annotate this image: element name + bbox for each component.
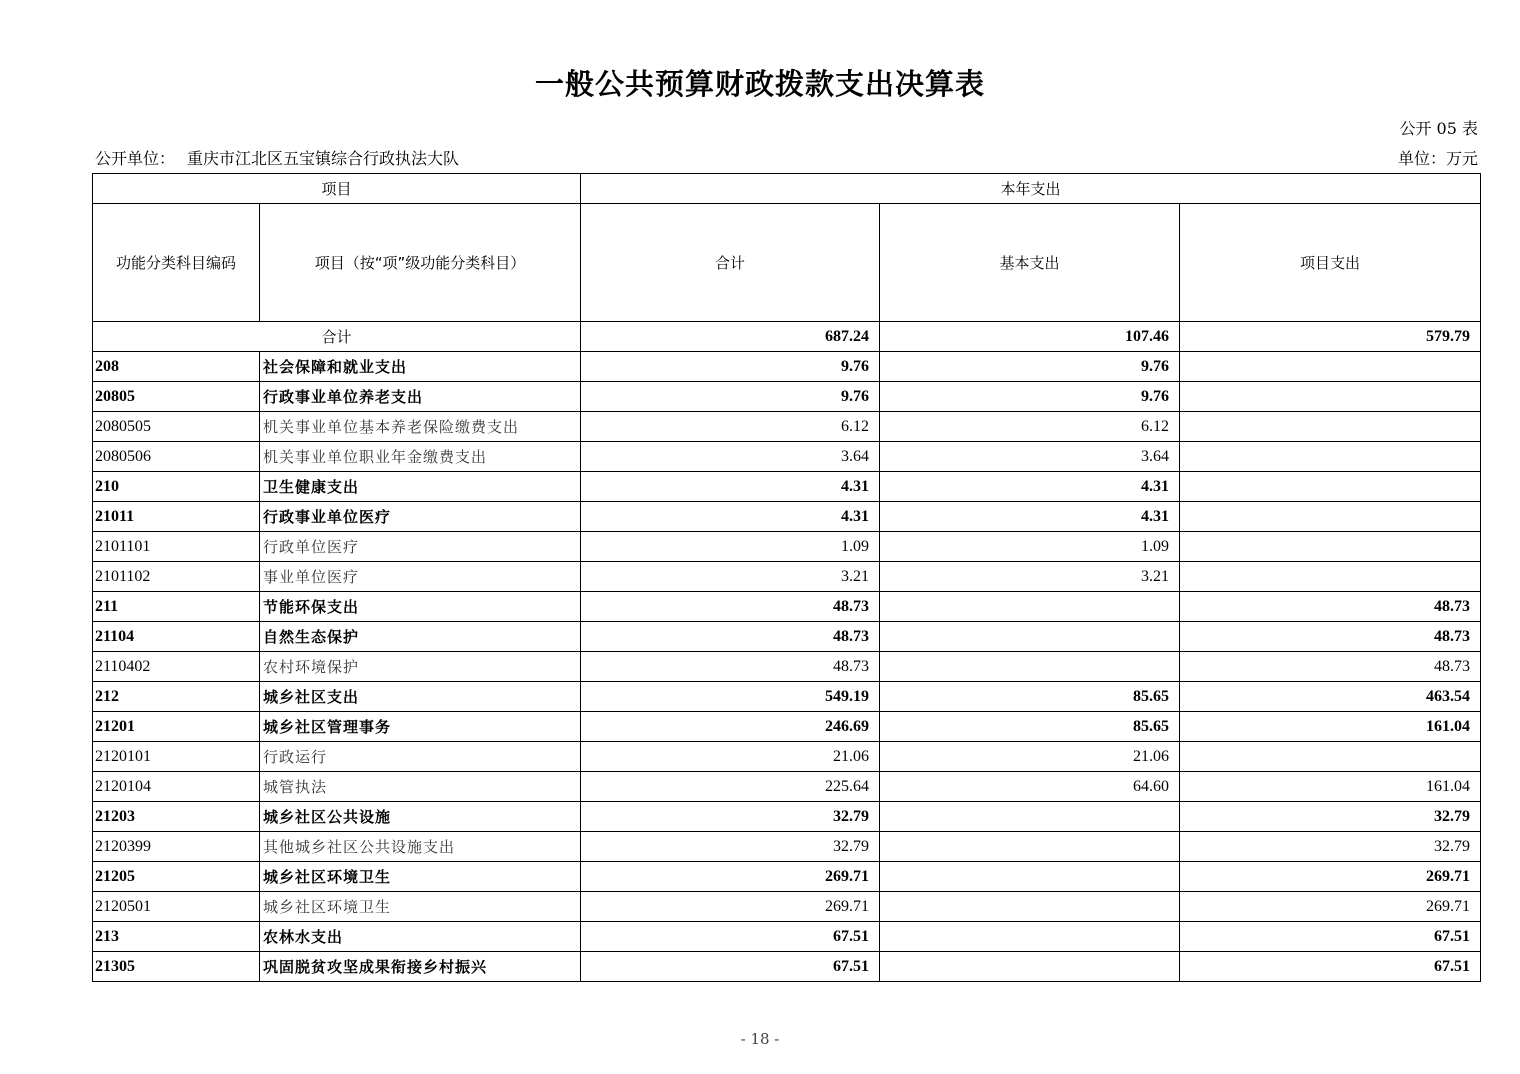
total-project: 579.79 (1180, 322, 1481, 352)
basic-cell: 21.06 (880, 742, 1180, 772)
unit-row (95, 146, 1478, 169)
table-row (93, 652, 1481, 682)
table-row (93, 532, 1481, 562)
code-cell: 21305 (93, 952, 260, 982)
project-cell (1180, 412, 1481, 442)
basic-cell (880, 592, 1180, 622)
basic-cell (880, 802, 1180, 832)
code-cell: 2120501 (93, 892, 260, 922)
table-row (93, 922, 1481, 952)
code-cell: 21201 (93, 712, 260, 742)
table-row (93, 772, 1481, 802)
table-row (93, 832, 1481, 862)
total-cell: 6.12 (581, 412, 880, 442)
basic-cell: 64.60 (880, 772, 1180, 802)
project-cell (1180, 472, 1481, 502)
total-cell: 225.64 (581, 772, 880, 802)
total-cell: 269.71 (581, 862, 880, 892)
code-cell: 2120399 (93, 832, 260, 862)
basic-cell: 3.64 (880, 442, 1180, 472)
project-cell (1180, 502, 1481, 532)
table-row (93, 682, 1481, 712)
name-cell: 事业单位医疗 (260, 562, 581, 592)
code-cell: 21011 (93, 502, 260, 532)
document-title: 一般公共预算财政拨款支出决算表 (534, 67, 985, 101)
table-row (93, 802, 1481, 832)
project-cell: 32.79 (1180, 802, 1481, 832)
total-cell: 9.76 (581, 352, 880, 382)
project-cell: 67.51 (1180, 922, 1481, 952)
project-cell: 161.04 (1180, 772, 1481, 802)
basic-cell (880, 832, 1180, 862)
basic-cell: 6.12 (880, 412, 1180, 442)
total-cell: 3.21 (581, 562, 880, 592)
code-cell: 20805 (93, 382, 260, 412)
name-cell: 节能环保支出 (260, 592, 581, 622)
code-cell: 213 (93, 922, 260, 952)
organization (95, 146, 459, 169)
table-row (93, 712, 1481, 742)
table-row (93, 472, 1481, 502)
basic-cell (880, 862, 1180, 892)
total-row (93, 322, 1481, 352)
table-row (93, 862, 1481, 892)
basic-cell (880, 922, 1180, 952)
total-cell: 9.76 (581, 382, 880, 412)
project-cell: 48.73 (1180, 622, 1481, 652)
basic-cell: 85.65 (880, 682, 1180, 712)
name-cell: 卫生健康支出 (260, 472, 581, 502)
basic-cell (880, 952, 1180, 982)
name-cell: 机关事业单位基本养老保险缴费支出 (260, 412, 581, 442)
total-basic: 107.46 (880, 322, 1180, 352)
name-cell: 社会保障和就业支出 (260, 352, 581, 382)
basic-cell: 9.76 (880, 382, 1180, 412)
expenditure-table (92, 173, 1481, 982)
organization-name: 重庆市江北区五宝镇综合行政执法大队 (187, 149, 460, 168)
page-number: - 18 - (740, 1030, 780, 1048)
table-row (93, 442, 1481, 472)
basic-cell: 85.65 (880, 712, 1180, 742)
currency-unit: 单位：万元 (1397, 149, 1478, 168)
header-row-group (93, 174, 1481, 204)
total-cell: 4.31 (581, 502, 880, 532)
header-item-group: 项目 (93, 174, 581, 204)
project-cell: 48.73 (1180, 592, 1481, 622)
total-cell: 48.73 (581, 592, 880, 622)
name-cell: 城乡社区环境卫生 (260, 862, 581, 892)
name-cell: 行政事业单位医疗 (260, 502, 581, 532)
code-cell: 2110402 (93, 652, 260, 682)
project-cell: 67.51 (1180, 952, 1481, 982)
basic-cell: 3.21 (880, 562, 1180, 592)
project-cell: 48.73 (1180, 652, 1481, 682)
code-cell: 211 (93, 592, 260, 622)
header-expense-group: 本年支出 (581, 174, 1481, 204)
table-row (93, 412, 1481, 442)
table-row (93, 352, 1481, 382)
code-cell: 2080505 (93, 412, 260, 442)
total-cell: 1.09 (581, 532, 880, 562)
project-cell (1180, 382, 1481, 412)
name-cell: 行政事业单位养老支出 (260, 382, 581, 412)
basic-cell: 4.31 (880, 502, 1180, 532)
total-cell: 48.73 (581, 622, 880, 652)
project-cell: 463.54 (1180, 682, 1481, 712)
table-row (93, 592, 1481, 622)
code-cell: 2101101 (93, 532, 260, 562)
basic-cell: 9.76 (880, 352, 1180, 382)
project-cell: 269.71 (1180, 892, 1481, 922)
basic-cell: 4.31 (880, 472, 1180, 502)
header-project: 项目支出 (1180, 204, 1481, 322)
total-cell: 246.69 (581, 712, 880, 742)
header-row-columns (93, 204, 1481, 322)
project-cell: 32.79 (1180, 832, 1481, 862)
table-row (93, 502, 1481, 532)
name-cell: 城乡社区管理事务 (260, 712, 581, 742)
name-cell: 巩固脱贫攻坚成果衔接乡村振兴 (260, 952, 581, 982)
name-cell: 城乡社区公共设施 (260, 802, 581, 832)
name-cell: 城管执法 (260, 772, 581, 802)
name-cell: 行政运行 (260, 742, 581, 772)
table-row (93, 562, 1481, 592)
name-cell: 自然生态保护 (260, 622, 581, 652)
total-cell: 32.79 (581, 802, 880, 832)
code-cell: 21203 (93, 802, 260, 832)
name-cell: 城乡社区支出 (260, 682, 581, 712)
header-code: 功能分类科目编码 (93, 204, 260, 322)
header-name: 项目（按“项”级功能分类科目） (260, 204, 581, 322)
total-cell: 67.51 (581, 922, 880, 952)
total-cell: 3.64 (581, 442, 880, 472)
name-cell: 机关事业单位职业年金缴费支出 (260, 442, 581, 472)
basic-cell: 1.09 (880, 532, 1180, 562)
code-cell: 21205 (93, 862, 260, 892)
code-cell: 2120104 (93, 772, 260, 802)
total-cell: 32.79 (581, 832, 880, 862)
table-row (93, 382, 1481, 412)
name-cell: 其他城乡社区公共设施支出 (260, 832, 581, 862)
project-cell: 161.04 (1180, 712, 1481, 742)
project-cell (1180, 352, 1481, 382)
organization-label: 公开单位： (95, 149, 176, 168)
form-number: 公开 05 表 (1399, 119, 1478, 138)
total-sum: 687.24 (581, 322, 880, 352)
code-cell: 210 (93, 472, 260, 502)
basic-cell (880, 892, 1180, 922)
project-cell: 269.71 (1180, 862, 1481, 892)
code-cell: 212 (93, 682, 260, 712)
basic-cell (880, 652, 1180, 682)
name-cell: 城乡社区环境卫生 (260, 892, 581, 922)
header-basic: 基本支出 (880, 204, 1180, 322)
project-cell (1180, 562, 1481, 592)
table-row (93, 622, 1481, 652)
name-cell: 农林水支出 (260, 922, 581, 952)
project-cell (1180, 532, 1481, 562)
total-cell: 21.06 (581, 742, 880, 772)
table-row (93, 742, 1481, 772)
total-cell: 269.71 (581, 892, 880, 922)
code-cell: 2101102 (93, 562, 260, 592)
table-row (93, 952, 1481, 982)
name-cell: 农村环境保护 (260, 652, 581, 682)
project-cell (1180, 742, 1481, 772)
code-cell: 21104 (93, 622, 260, 652)
code-cell: 2080506 (93, 442, 260, 472)
basic-cell (880, 622, 1180, 652)
header-total: 合计 (581, 204, 880, 322)
name-cell: 行政单位医疗 (260, 532, 581, 562)
project-cell (1180, 442, 1481, 472)
table-row (93, 892, 1481, 922)
code-cell: 2120101 (93, 742, 260, 772)
total-label: 合计 (93, 322, 581, 352)
total-cell: 48.73 (581, 652, 880, 682)
total-cell: 4.31 (581, 472, 880, 502)
total-cell: 549.19 (581, 682, 880, 712)
total-cell: 67.51 (581, 952, 880, 982)
code-cell: 208 (93, 352, 260, 382)
